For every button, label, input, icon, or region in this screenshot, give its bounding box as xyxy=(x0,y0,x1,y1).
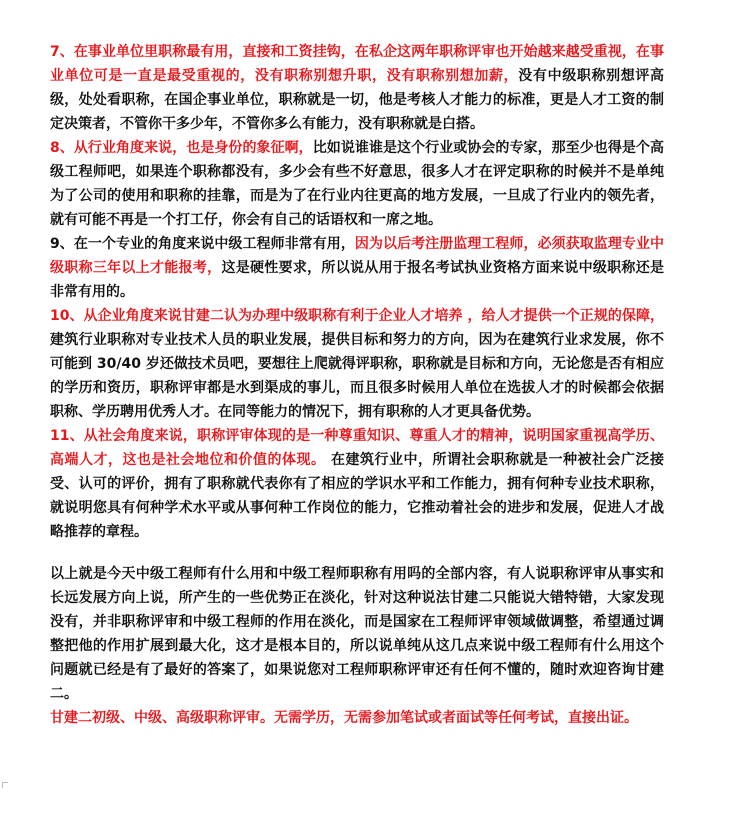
item-9 xyxy=(50,232,664,304)
item-10 xyxy=(50,304,664,424)
item-8 xyxy=(50,136,664,232)
item-7 xyxy=(50,40,664,136)
item-7-text: 没有中级职称别想评高级，处处看职称，在国企事业单位，职称就是一切，他是考核人才能力的标准，更是人才工资的制定决策者，不管你干多少年，不管你多么有能力，没有职称就是白搭。 xyxy=(50,68,665,132)
paragraph-gap xyxy=(50,544,664,562)
item-8-red-text: 8、从行业角度来说，也是身份的象征啊， xyxy=(50,140,313,156)
item-11-red-text: 11、从社会角度来说，职称评审体现的是一种尊重知识、尊重人才的精神，说明国家重视高学历、高端人才，这也是社会地位和价值的体现。 xyxy=(50,428,664,468)
closing-statement: 甘建二初级、中级、高级职称评审。无需学历，无需参加笔试或者面试等任何考试，直接出证。 xyxy=(50,710,638,726)
document-body xyxy=(50,40,664,730)
item-9-text-tail: 这是硬性要求，所以说从用于报名考试执业资格方面来说中级职称还是非常有用的。 xyxy=(50,260,665,300)
page-corner-mark xyxy=(2,782,8,788)
item-8-text: 比如说谁谁是这个行业或协会的专家，那至少也得是个高级工程师吧，如果连个职称都没有，多少会有些不好意思，很多人才在评定职称的时候并不是单纯为了公司的使用和职称的挂靠，而是为了在行业内往更高的地方发展，一旦成了行业内的领先者，就有可能不再是一个打工仔，你会有自己的话语权和一席之地。 xyxy=(50,140,664,228)
item-10-text: 建筑行业职称对专业技术人员的职业发展，提供目标和努力的方向，因为在建筑行业求发展，你不可能到 30/40 岁还做技术员吧，要想往上爬就得评职称，职称就是目标和方向，无论您是否有相应的学历和资历，职称评审都是水到渠成的事儿，而且很多时候用人单位在选拔人才的时候都会依据职称、学历聘用优秀人才。在同等能力的情况下，拥有职称的人才更具备优势。 xyxy=(50,332,664,420)
item-9-red-text: 因为以后考注册监理工程师，必须获取监理专业中级职称三年以上才能报考， xyxy=(50,236,665,276)
item-7-red-text: 7、在事业单位里职称最有用，直接和工资挂钩，在私企这两年职称评审也开始越来越受重视，在事业单位可是一直是最受重视的，没有职称别想升职，没有职称别想加薪， xyxy=(50,44,664,84)
item-9-text: 9、在一个专业的角度来说中级工程师非常有用， xyxy=(50,236,355,252)
item-10-red-text: 10、从企业角度来说甘建二认为办理中级职称有利于企业人才培养 ，给人才提供一个正规的保障， xyxy=(50,308,664,324)
summary-paragraph: 以上就是今天中级工程师有什么用和中级工程师职称有用吗的全部内容，有人说职称评审从事实和长远发展方向上说，所产生的一些优势正在淡化，针对这种说法甘建二只能说大错特错，大家发现没有，并非职称评审和中级工程师的作用在淡化，而是国家在工程师评审领域做调整，希望通过调整把他的作用扩展到最大化，这才是根本目的，所以说单纯从这几点来说中级工程师有什么用这个问题就已经是有了最好的答案了，如果说您对工程师职称评审还有任何不懂的，随时欢迎咨询甘建二。 xyxy=(50,566,664,702)
item-11 xyxy=(50,424,664,544)
item-11-text: 在建筑行业中，所谓社会职称就是一种被社会广泛接受、认可的评价，拥有了职称就代表你有了相应的学识水平和工作能力，拥有何种专业技术职称，就说明您具有何种学术水平或从事何种工作岗位的能力，它推动着社会的进步和发展，促进人才战略推荐的章程。 xyxy=(50,452,665,540)
